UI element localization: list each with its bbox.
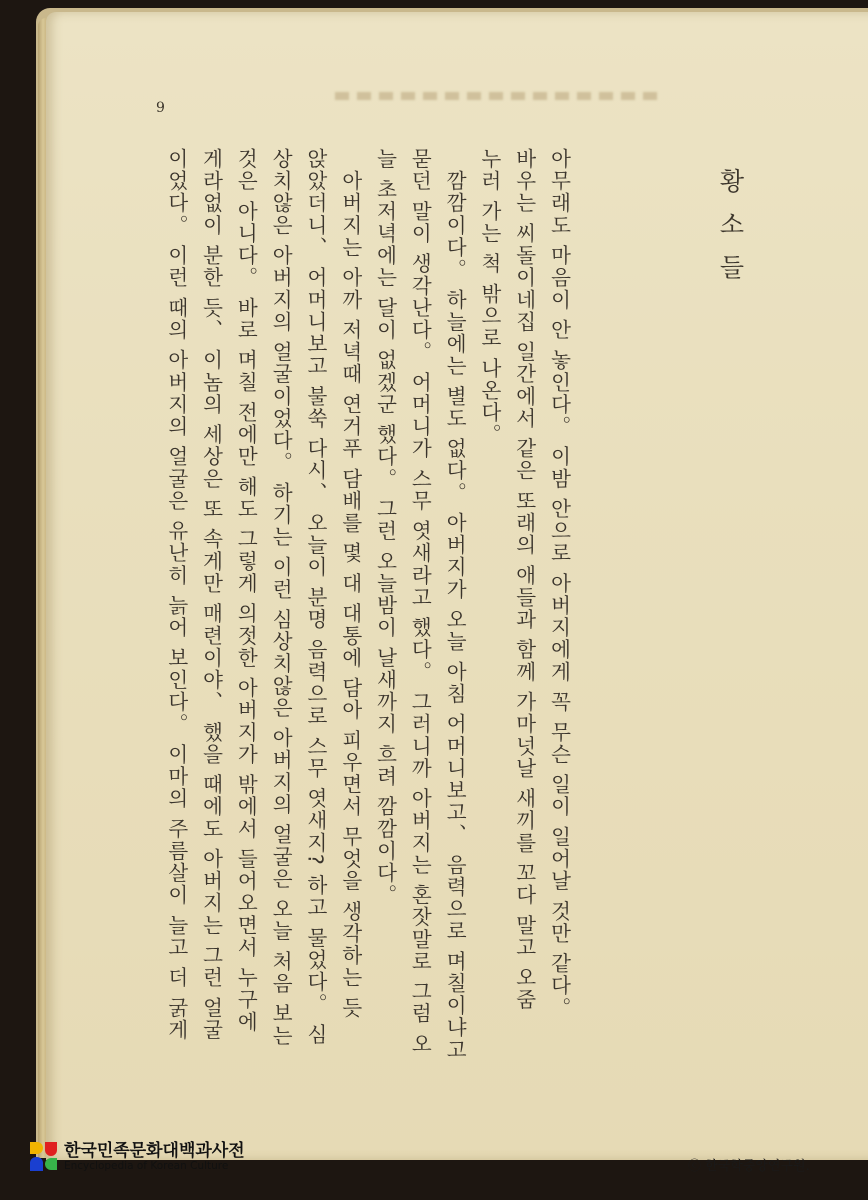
text-column: 이었다。 이런 때의 아버지의 얼굴은 유난히 늙어 보인다。 이마의 주름살이 늘고 더 굵게 [164, 148, 189, 1041]
encyclopedia-logo-icon [30, 1142, 60, 1172]
logo-korean-text: 한국민족문화대백과사전 [64, 1140, 245, 1161]
text-column: 상치않은 아버지의 얼굴이었다。 하기는 이런 심상치않은 아버지의 얼굴은 오늘 처음 보는 [268, 148, 293, 1047]
text-column: 늘 초저녁에는 달이 없겠군 했다。 그런 오늘밤이 날새까지 흐려 깜깜이다。 [373, 148, 398, 907]
page-smudge [335, 92, 665, 100]
text-column: 깜깜이다。 하늘에는 별도 없다。 아버지가 오늘 아침 어머니보고、 음력으로 며칠이냐고 [442, 148, 467, 1061]
chapter-title: 황소들 [716, 168, 745, 297]
text-column: 누러 가는 척 밖으로 나온다。 [477, 148, 502, 446]
encyclopedia-logo [30, 1140, 245, 1174]
text-column: 바우는 씨돌이네집 일간에서 같은 또래의 애들과 함께 가마넛날 새끼를 꼬다 말고 오줌 [512, 148, 537, 1011]
logo-english-text: Encyclopedia of Korean Culture [64, 1159, 229, 1172]
text-column: 아버지는 아까 저녁때 연거푸 담배를 몇 대 대통에 담아 피우면서 무엇을 생각하는 듯 [338, 148, 363, 1019]
text-column: 앉았더니、 어머니보고 불쑥 다시、 오늘이 분명 음력으로 스무 엿새지? 하고 물었다。 심 [303, 148, 328, 1046]
text-column: 게라없이 분한 듯、 이놈의 세상은 또 속게만 매련이야、 했을 때에도 아버지는 그런 얼굴 [199, 148, 224, 1041]
text-column: 것은 아니다。 바로 며칠 전에만 해도 그렇게 의젓한 아버지가 밖에서 들어오면서 누구에 [233, 148, 258, 1033]
text-column: 아무래도 마음이 안 놓인다。 이밤 안으로 아버지에게 꼭 무슨 일이 일어날 것만 같다。 [547, 148, 571, 1019]
text-column: 묻던 말이 생각난다。 어머니가 스무 엿새라고 했다。 그러니까 아버지는 혼잣말로 그럼 오 [407, 148, 432, 1055]
page-number: 9 [156, 100, 165, 116]
vertical-text-body [158, 148, 576, 1098]
copyright-notice: ⓒ 한국학중앙연구원. [688, 1159, 810, 1174]
